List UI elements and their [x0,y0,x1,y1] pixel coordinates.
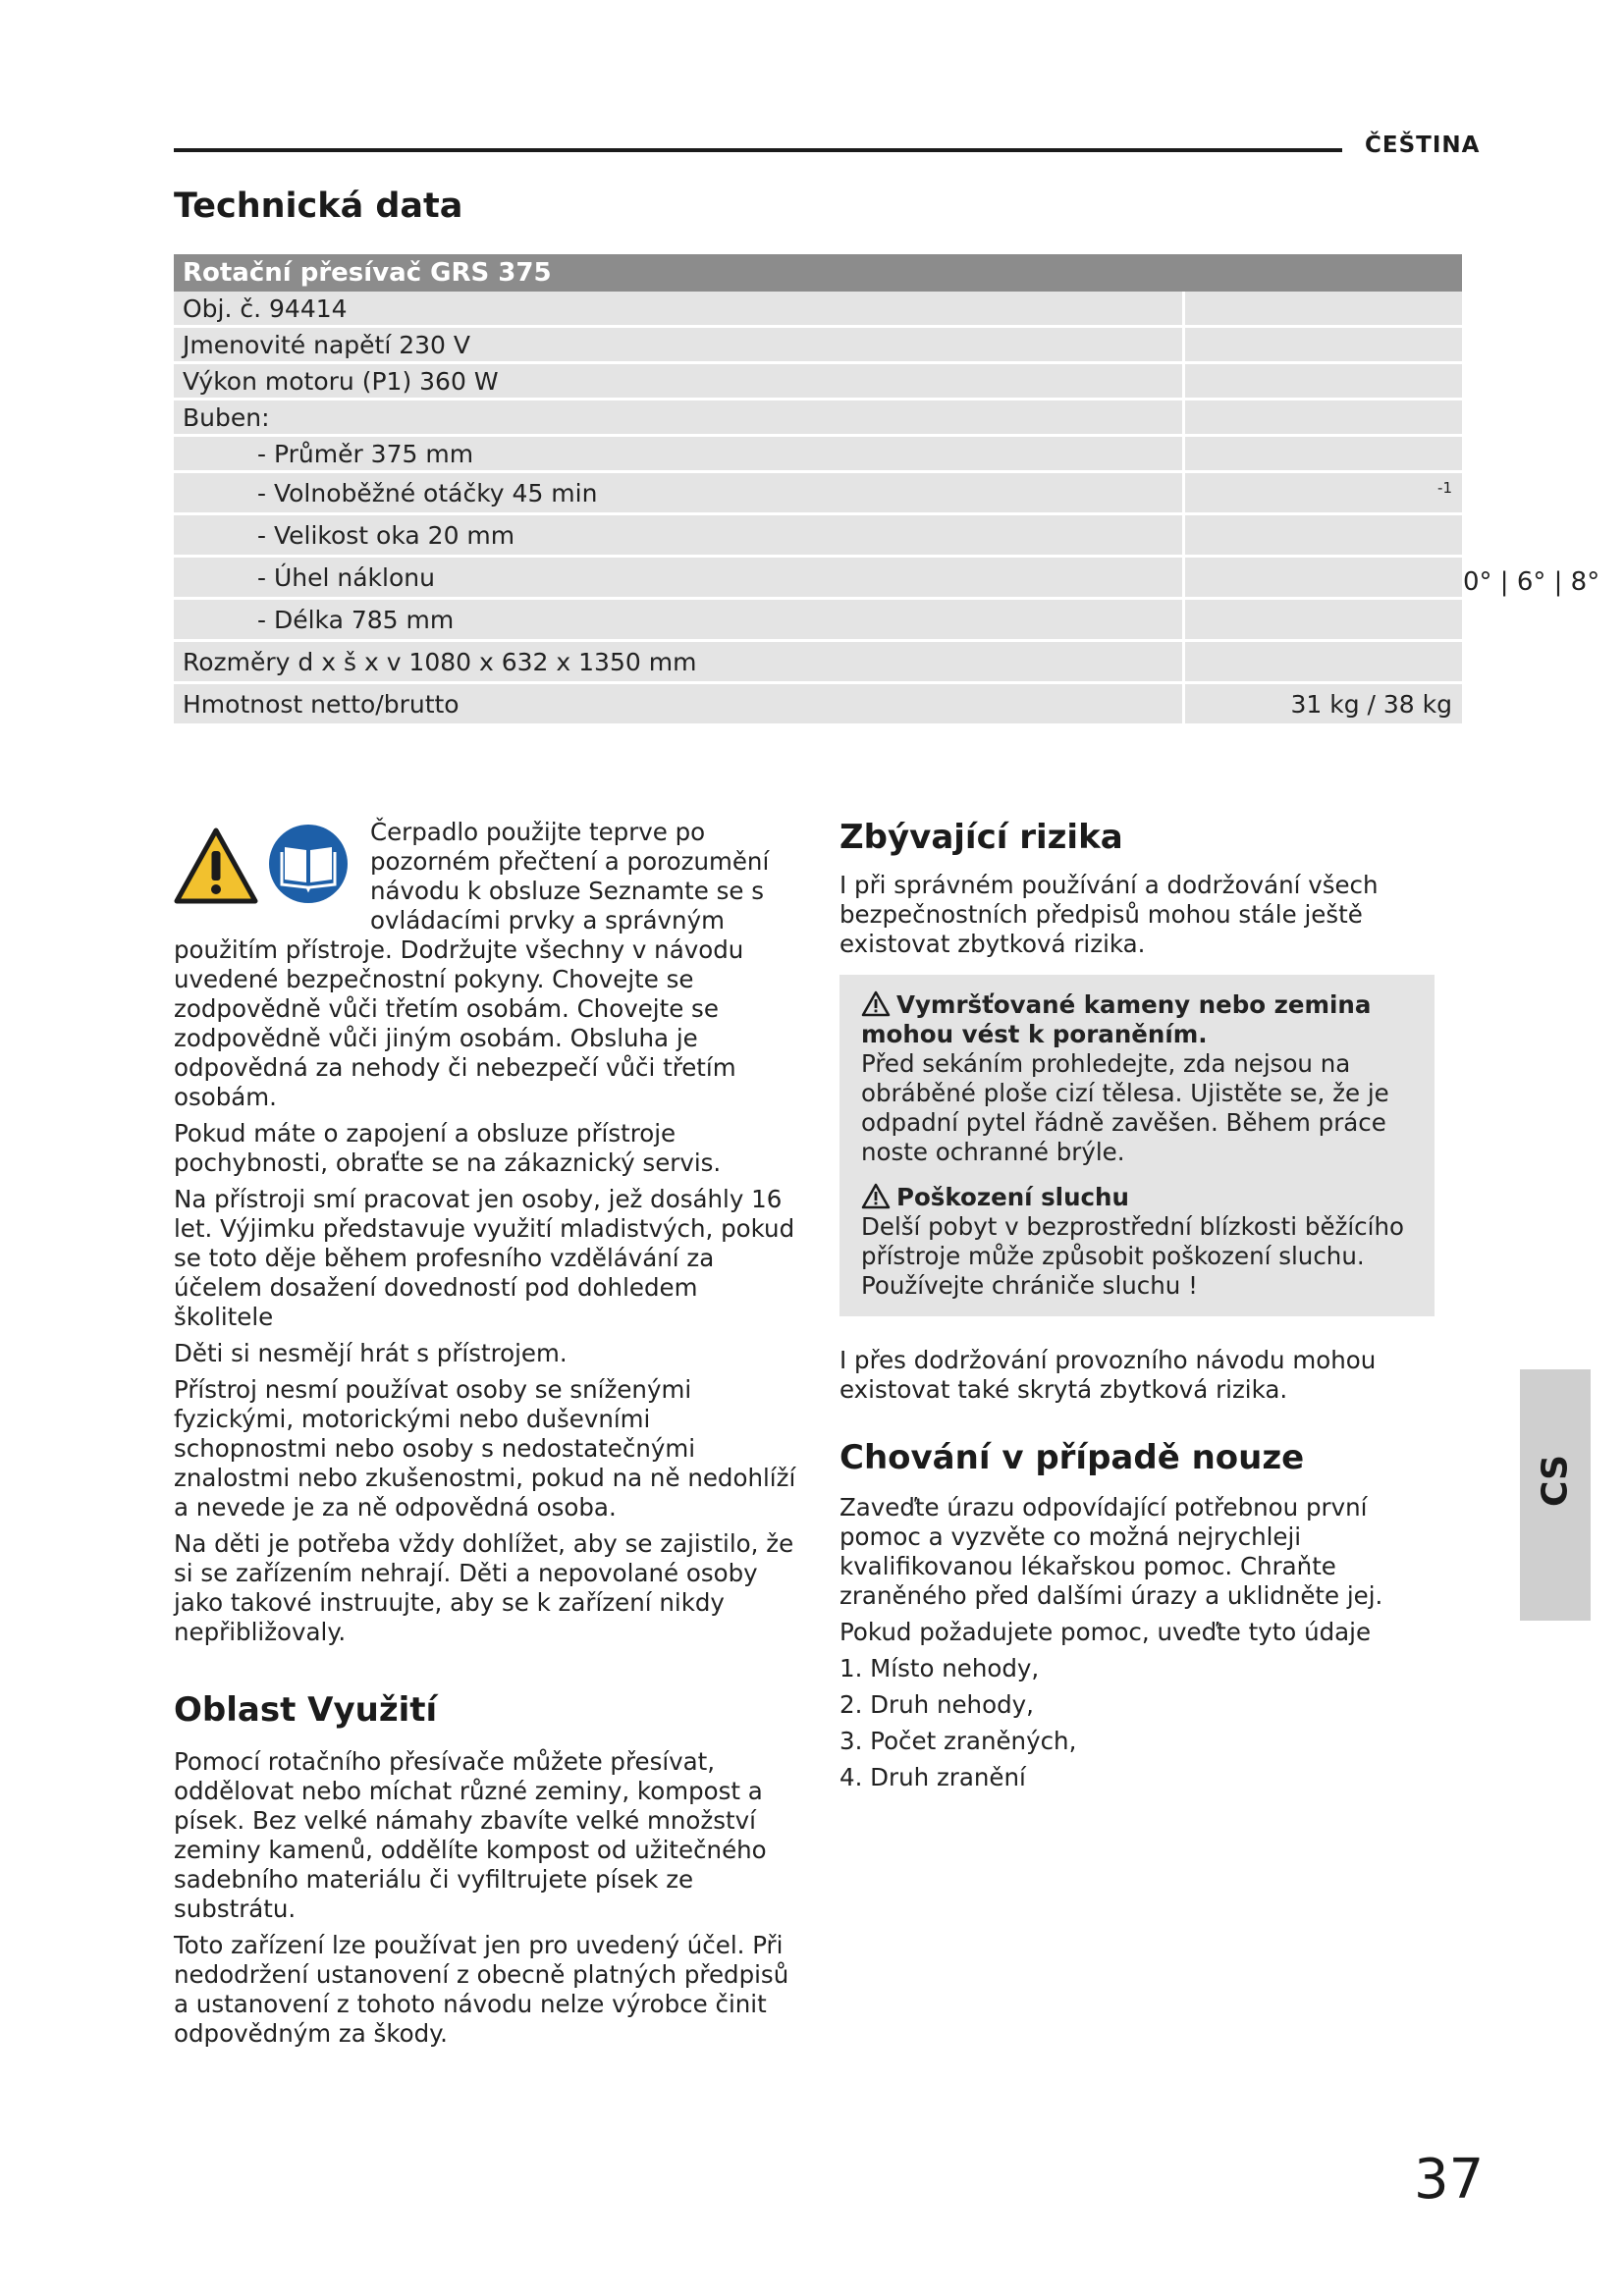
spec-value-empty [1184,557,1463,599]
paragraph: Zaveďte úrazu odpovídající potřebnou první pomoc a vyzvěte co možná nejrychleji kvalifikovanou lékařskou pomoc. Chraňte zraněného před dalšími úrazy a uklidněte jej. [839,1493,1383,1610]
table-row [174,292,1462,327]
spec-value [1184,514,1463,557]
hazard-text: Delší pobyt v bezprostřední blízkosti běžícího přístroje může způsobit poškození sluchu. Používejte chrániče sluchu ! [861,1212,1404,1300]
spec-label: Hmotnost netto/brutto [174,683,1184,725]
paragraph: Toto zařízení lze používat jen pro uvedený účel. Při nedodržení ustanovení z obecně platných předpisů a ustanovení z tohoto návodu nelze výrobce činit odpovědným za škody. [174,1931,789,2048]
table-row [174,599,1462,641]
spec-value-cell [1184,472,1463,514]
spec-label: - Průměr 375 mm [174,436,1184,472]
spec-label: - Úhel náklonu [174,557,1184,599]
hazard-text: Před sekáním prohledejte, zda nejsou na obráběné ploše cizí tělesa. Ujistěte se, že je odpadní pytel řádně zavěšen. Během práce noste ochranné brýle. [861,1049,1389,1166]
list-item: 3. Počet zraněných, [839,1727,1077,1755]
table-row [174,436,1462,472]
paragraph: Pokud máte o zapojení a obsluze přístroje pochybnosti, obraťte se na zákaznický servis. [174,1119,722,1177]
paragraph: Pokud požadujete pomoc, uveďte tyto údaje [839,1618,1372,1646]
help-list [839,1654,1448,1792]
list-item: 4. Druh zranění [839,1763,1026,1791]
table-row [174,363,1462,400]
paragraph: Na děti je potřeba vždy dohlížet, aby se zajistilo, že si se zařízením nehrají. Děti a nepovolané osoby jako takové instruujte, aby se k zařízení nikdy nepřibližovaly. [174,1529,794,1646]
caution-icon [861,1183,891,1209]
table-row [174,514,1462,557]
oblast-heading: Oblast Využití [174,1690,438,1730]
warning-icon [174,828,258,904]
side-tab-label: CS [1535,1454,1576,1508]
spec-label: Rozměry d x š x v 1080 x 632 x 1350 mm [174,641,1184,683]
page-title: Technická data [174,187,463,226]
spec-heading: Rotační přesívač GRS 375 [174,254,1462,292]
intro-paragraph: Čerpadlo použijte teprve po pozorném přečtení a porozumění návodu k obsluze Seznamte se s ovládacími prvky a správným použitím přístroje. Dodržujte všechny v návodu uvedené bezpečnostní pokyny. Chovejte se zodpovědně vůči třetím osobám. Chovejte se zodpovědně vůči jiným osobám. Obsluha je odpovědná za nehody či nebezpečí vůči třetím osobám. [174,818,770,1111]
table-row [174,557,1462,599]
spec-value [1184,599,1463,641]
paragraph: Přístroj nesmí používat osoby se sníženými fyzickými, motorickými nebo duševními schopnostmi nebo osoby s nedostatečnými znalostmi nebo zkušenostmi, pokud na ně nedohlíží a nevede je za ně odpovědná osoba. [174,1375,796,1522]
caution-icon [861,990,891,1017]
spec-label: Buben: [174,400,1184,436]
paragraph: Pomocí rotačního přesívače můžete přesívat, oddělovat nebo míchat různé zeminy, kompost a písek. Bez velké námahy zbavíte velké množství zeminy kamenů, oddělíte kompost od užitečného sadebního materiálu či vyfiltrujete písek ze substrátu. [174,1747,767,1923]
hazard-item [861,990,1413,1167]
paragraph: Děti si nesmějí hrát s přístrojem. [174,1339,568,1367]
spec-value [1184,292,1463,327]
spec-value [1184,436,1463,472]
read-manual-icon [268,824,349,904]
spec-value: -1 [1437,478,1452,497]
residual-risks-heading: Zbývající rizika [839,818,1123,857]
tilt-angle-value: 0° | 6° | 8° [1463,567,1600,597]
table-row [174,683,1462,725]
hazard-title-row [861,1183,1413,1212]
page-number: 37 [1414,2148,1485,2212]
header-rule [174,148,1342,152]
table-row [174,327,1462,363]
hazard-item [861,1183,1413,1301]
language-label: ČEŠTINA [1365,133,1481,158]
table-row [174,472,1462,514]
paragraph: Na přístroji smí pracovat jen osoby, jež dosáhly 16 let. Výjimku představuje využití mladistvých, pokud se toto děje během profesního vzdělávání za účelem dosažení dovedností pod dohledem školitele [174,1185,795,1331]
emergency-heading: Chování v případě nouze [839,1438,1305,1477]
spec-label: Jmenovité napětí 230 V [174,327,1184,363]
spec-label: - Velikost oka 20 mm [174,514,1184,557]
list-item: 2. Druh nehody, [839,1690,1034,1719]
hazard-box [839,975,1435,1316]
paragraph: I při správném používání a dodržování všech bezpečnostních předpisů mohou stále ještě existovat zbytková rizika. [839,871,1379,958]
spec-label: - Délka 785 mm [174,599,1184,641]
spec-value: 31 kg / 38 kg [1184,683,1463,725]
left-column [174,818,802,2056]
spec-label: - Volnoběžné otáčky 45 min [174,472,1184,514]
hazard-title: Vymršťované kameny nebo zemina mohou vést k poraněním. [861,990,1372,1048]
list-item: 1. Místo nehody, [839,1654,1040,1682]
table-row [174,641,1462,683]
hazard-title-row [861,990,1413,1049]
hazard-title: Poškození sluchu [896,1183,1129,1211]
spec-table [174,254,1462,726]
spec-value [1184,327,1463,363]
spec-value [1184,400,1463,436]
spec-label: Obj. č. 94414 [174,292,1184,327]
spec-label: Výkon motoru (P1) 360 W [174,363,1184,400]
paragraph: I přes dodržování provozního návodu mohou existovat také skrytá zbytková rizika. [839,1346,1377,1404]
table-row [174,400,1462,436]
spec-value [1184,363,1463,400]
spec-table-header [174,254,1462,292]
spec-value [1184,641,1463,683]
safety-icons [174,824,355,910]
right-column [839,818,1448,1799]
